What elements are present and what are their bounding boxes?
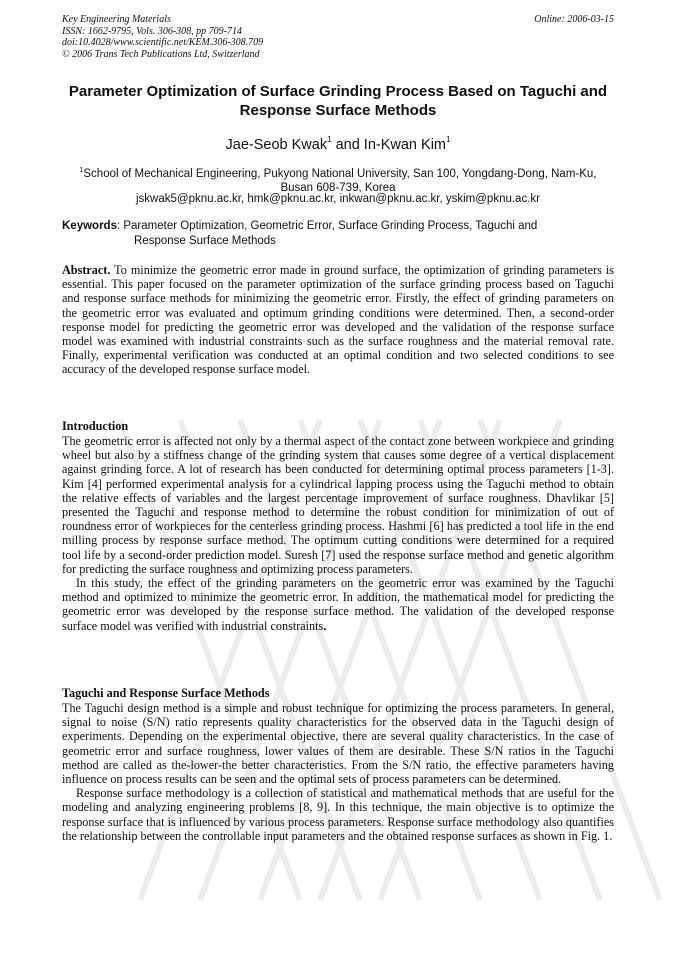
paragraph: The Taguchi design method is a simple and robust technique for optimizing the process parameters. In general, signal to noise (S/N) ratio represents quality characteristics for the observed data in the Taguchi design of experiments. Depending on the experimental objective, there are several quality characteristics. In the case of geometric error and surface roughness, lower values of them are desirable. These S/N ratios in the Taguchi method are called as the-lower-the better characteristics. From the S/N ratio, the effective parameters having influence on process results can be seen and the optimal sets of process parameters can be determined. — [62, 701, 614, 787]
author-conjunction: and — [331, 136, 364, 153]
journal-name: Key Engineering Materials — [62, 14, 171, 25]
keywords-line-1: : Parameter Optimization, Geometric Error, Surface Grinding Process, Taguchi and — [116, 220, 538, 232]
keywords — [62, 219, 614, 249]
affiliation-marker: 1 — [79, 167, 84, 174]
author-name: Jae-Seob Kwak — [225, 136, 328, 153]
taguchi-section-heading: Taguchi and Response Surface Methods — [62, 686, 270, 700]
paper-title: Parameter Optimization of Surface Grinding Process Based on Taguchi and Response Surface Methods — [68, 83, 608, 119]
affiliation-marker: 1 — [327, 135, 332, 144]
copyright-line: © 2006 Trans Tech Publications Ltd, Switzerland — [62, 48, 260, 60]
taguchi-section-body — [62, 701, 614, 843]
journal-header — [62, 14, 263, 60]
abstract-label: Abstract. — [62, 263, 111, 277]
author-emails: jskwak5@pknu.ac.kr, hmk@pknu.ac.kr, inkwan@pknu.ac.kr, yskim@pknu.ac.kr — [136, 193, 540, 205]
author-list — [62, 136, 614, 153]
introduction-heading: Introduction — [62, 419, 129, 433]
paragraph-text: In this study, the effect of the grinding parameters on the geometric error was examined by the Taguchi method and optimized to minimize the geometric error. In addition, the mathematical model for predicting the geometric error was developed by the response surface method. The validation of the developed response surface model was verified with industrial constraints — [62, 576, 614, 633]
introduction-body — [62, 434, 614, 633]
abstract-text: To minimize the geometric error made in ground surface, the optimization of grinding parameters is essential. This paper focused on the parameter optimization of the surface grinding process based on Taguchi and response surface methods for minimizing the geometric error. Firstly, the effect of grinding parameters on the geometric error was evaluated and optimum grinding conditions were determined. Then, a second-order response model for predicting the geometric error was developed and the validation of the response surface model was examined with industrial constraints such as the surface roughness and the material removal rate. Finally, experimental verification was conducted at an optimal condition and two selected conditions to see accuracy of the developed response surface model. — [62, 263, 614, 377]
affiliation-text: School of Mechanical Engineering, Pukyong National University, San 100, Yongdang-Dong, Nam-Ku, Busan 608-739, Korea — [83, 167, 597, 194]
keywords-line-2: Response Surface Methods — [134, 235, 276, 247]
affiliation-marker: 1 — [446, 135, 451, 144]
paragraph: Response surface methodology is a collection of statistical and mathematical methods that are useful for the modeling and analyzing engineering problems [8, 9]. In this technique, the main objective is to optimize the response surface that is influenced by various process parameters. Response surface methodology also quantifies the relationship between the controllable input parameters and the obtained response surfaces as shown in Fig. 1. — [62, 786, 614, 843]
affiliation — [62, 164, 614, 195]
paragraph — [62, 576, 614, 633]
paragraph-end: . — [323, 618, 327, 633]
paragraph: The geometric error is affected not only by a thermal aspect of the contact zone between workpiece and grinding wheel but also by a stiffness change of the grinding system that causes some degree of a vertical displacement against grinding force. A lot of research has been conducted for determining optimal process parameters [1-3]. Kim [4] performed experimental analysis for a cylindrical lapping process using the Taguchi method to obtain the relative effects of variables and the largest percentage improvement of surface roughness. Dhavlikar [5] presented the Taguchi and response method to determine the robust condition for minimization of out of roundness error of workpieces for the centerless grinding process. Hashmi [6] has predicted a tool life in the end milling process by response surface method. The optimum cutting conditions were determined for a required tool life by a second-order prediction model. Suresh [7] used the response surface method and genetic algorithm for predicting the surface roughness and optimizing process parameters. — [62, 434, 614, 576]
online-date: Online: 2006-03-15 — [534, 14, 614, 25]
doi-line: doi:10.4028/www.scientific.net/KEM.306-308.709 — [62, 37, 264, 48]
abstract — [62, 263, 614, 377]
author-name: In-Kwan Kim — [363, 136, 446, 153]
keywords-label: Keywords — [62, 220, 117, 232]
issn-line: ISSN: 1662-9795, Vols. 306-308, pp 709-714 — [62, 25, 242, 37]
